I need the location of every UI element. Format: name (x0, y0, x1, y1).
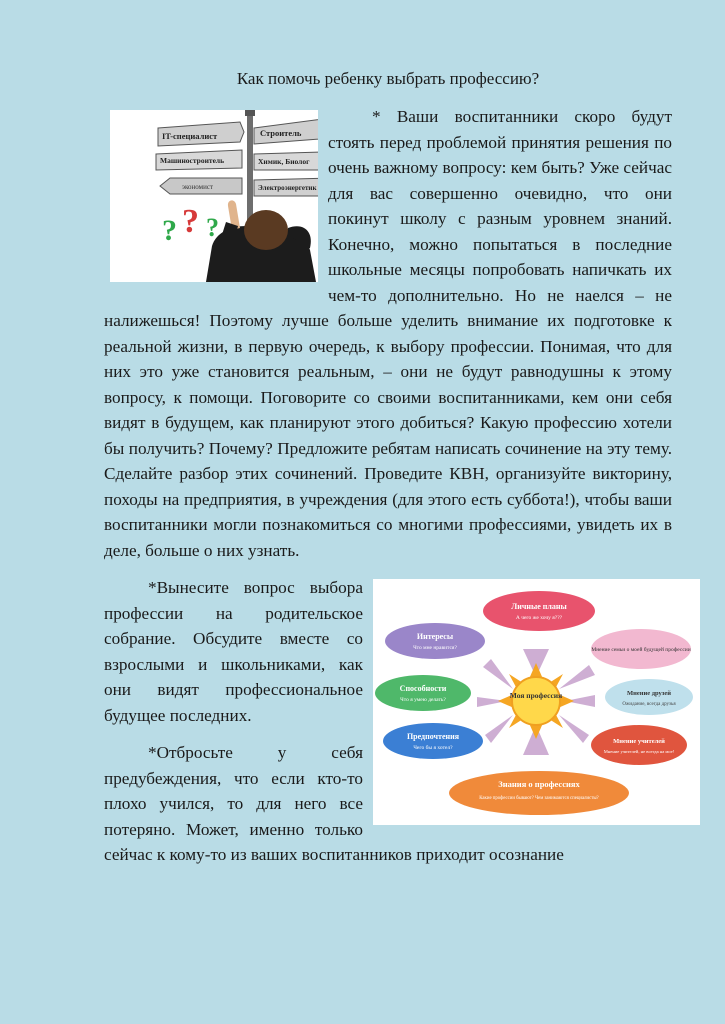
sign-label: Химик, Биолог (258, 157, 310, 166)
svg-text:Чего бы я хотел?: Чего бы я хотел? (413, 745, 453, 751)
diagram-node (383, 723, 483, 759)
svg-text:Интересы: Интересы (416, 632, 454, 641)
svg-text:Мнение учителей: Мнение учителей (613, 738, 665, 745)
sign-label: экономист (182, 183, 214, 191)
diagram-node (605, 679, 693, 715)
signpost-image (110, 110, 318, 282)
document-page (104, 66, 691, 868)
svg-text:Предпочтения: Предпочтения (406, 732, 460, 741)
paragraph-1-text: * Ваши воспитанники скоро будут стоять перед проблемой принятия решения по очень важному вопросу: кем быть? Уже сейчас для вас совершенно очевидно, что они покинут школу с разным уровнем знаний. Конечно, можно попытаться в последние школьные месяцы попробовать напичкать их чем-то дополнительно. Но не наелся – не налижешься! Поэтому лучше больше уделить внимание их подготовке к реальной жизни, в первую очередь, к выбору профессии. Понимая, что для них это уже становится реальным, – они не будут равнодушны к этому вопросу, к помощи. Поговорите со своими воспитанниками, кем они себя видят в будущем, как планируют этого добиться? Какую профессию хотели бы получить? Почему? Предложите ребятам написать сочинение на эту тему. Сделайте разбор этих сочинений. Проведите КВН, организуйте викторину, походы на предприятия, в учреждения (для этого есть суббота!), чтобы ваши воспитанники могли познакомиться со многими профессиями, увидеть их в деле, больше о них узнать. (104, 107, 672, 560)
diagram-node (385, 623, 485, 659)
profession-diagram-image (373, 579, 700, 825)
svg-text:?: ? (162, 214, 177, 247)
sign-label: Строитель (260, 128, 302, 138)
svg-text:Какие профессии бывают? Чем за: Какие профессии бывают? Чем занимаются специалисты? (479, 796, 599, 801)
diagram-node (483, 591, 595, 631)
svg-text:Мнение семьи о моей будущей пр: Мнение семьи о моей будущей профессии (591, 647, 691, 653)
svg-text:?: ? (182, 203, 199, 240)
svg-text:?: ? (206, 213, 219, 242)
svg-text:Что я умею делать?: Что я умею делать? (400, 697, 446, 703)
paragraph-3: *Отбросьте у себя предубеждения, что если кто-то плохо учился, то для него все потеряно. Может, именно только сейчас к кому-то из ваших воспитанников приходит осознание (104, 743, 564, 864)
paragraph-1 (104, 104, 672, 563)
document-title: Как помочь ребенку выбрать профессию? (236, 69, 540, 88)
diagram-node (591, 725, 687, 765)
svg-text:Что мне нравится?: Что мне нравится? (413, 645, 457, 651)
sign-label: Электроэнергетик (258, 184, 317, 192)
svg-text:Ожидание, всегда друзья: Ожидание, всегда друзья (622, 702, 676, 707)
sign-label: Машиностроитель (160, 156, 225, 165)
svg-text:Мнение учителей, не всегда на: Мнение учителей, не всегда на мое! (603, 749, 675, 754)
svg-text:Мнение друзей: Мнение друзей (626, 690, 672, 697)
paragraph-2: *Вынесите вопрос выбора профессии на родительское собрание. Обсудите вместе со взрослыми и школьниками, как они видят профессиональное будущее последних. (104, 578, 363, 725)
svg-text:Знания о профессиях: Знания о профессиях (498, 779, 580, 789)
sign-label: IT-специалист (162, 131, 218, 141)
diagram-node (375, 675, 471, 711)
svg-text:Способности: Способности (399, 684, 447, 693)
diagram-node (449, 771, 629, 815)
svg-text:Личные планы: Личные планы (511, 602, 567, 611)
svg-text:А чего же хочу я???: А чего же хочу я??? (515, 615, 563, 621)
diagram-center-label: Моя профессия (509, 691, 563, 700)
